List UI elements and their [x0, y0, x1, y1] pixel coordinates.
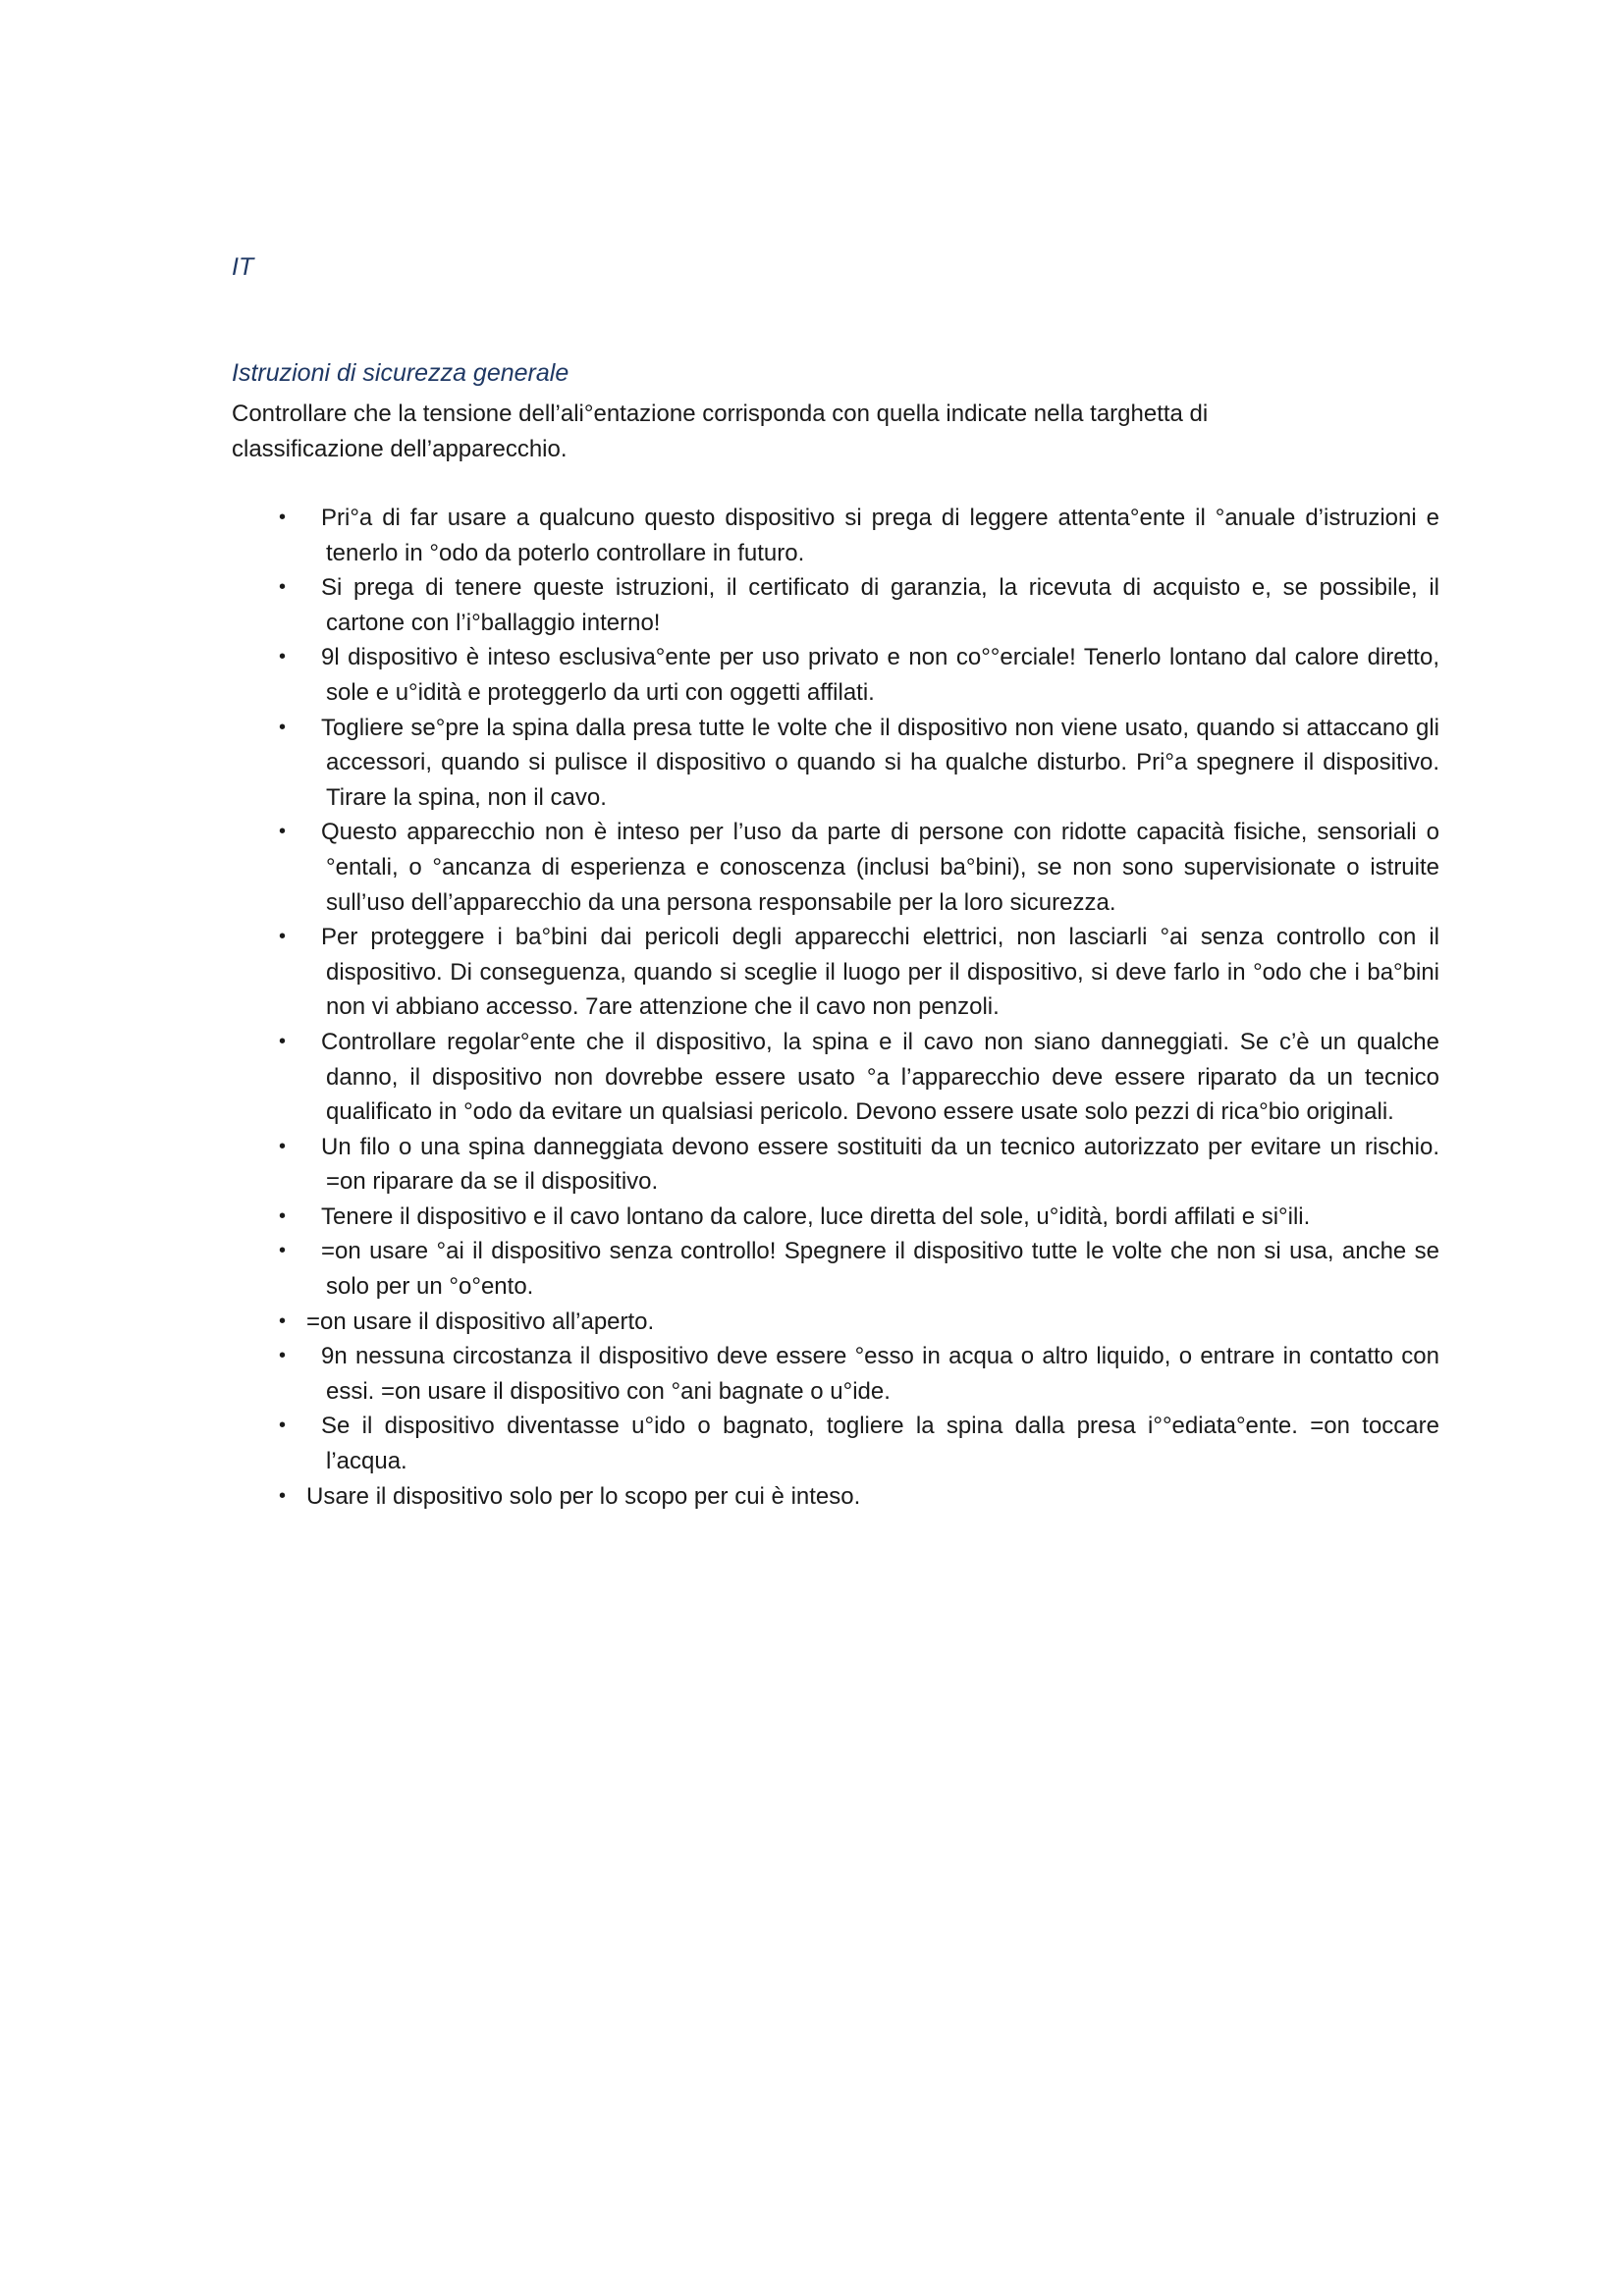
list-item	[232, 1339, 1449, 1409]
intro-paragraph: Controllare che la tensione dell’ali°entazione corrisponda con quella indicate nella targhetta di classificazione dell’apparecchio.	[232, 400, 1209, 462]
list-item-text: Se il dispositivo diventasse u°ido o bagnato, togliere la spina dalla presa i°°ediata°ente. =on toccare l’acqua.	[321, 1413, 1439, 1475]
bullet-icon: •	[279, 1030, 287, 1052]
safety-list	[232, 501, 1449, 1514]
bullet-icon: •	[279, 646, 287, 668]
list-item	[232, 1305, 1449, 1340]
bullet-icon: •	[279, 1309, 287, 1332]
bullet-icon: •	[279, 1415, 287, 1437]
list-item-text: Questo apparecchio non è inteso per l’uso da parte di persone con ridotte capacità fisiche, sensoriali o °entali, o °ancanza di esperienza e conoscenza (inclusi ba°bini), se non sono supervisionate o istruite sull’uso dell’apparecchio da una persona responsabile per la loro sicurezza.	[321, 819, 1439, 916]
list-item-text: Tenere il dispositivo e il cavo lontano da calore, luce diretta del sole, u°idità, bordi affilati e si°ili.	[321, 1202, 1311, 1230]
section-title: Istruzioni di sicurezza generale	[232, 359, 569, 387]
list-item	[232, 815, 1449, 920]
list-item-text: Controllare regolar°ente che il dispositivo, la spina e il cavo non siano danneggiati. Se c’è un qualche danno, il dispositivo non dovrebbe essere usato °a l’apparecchio deve essere riparato da un tecnico qualificato in °odo da evitare un qualsiasi pericolo. Devono essere usate solo pezzi di rica°bio originali.	[321, 1028, 1439, 1126]
bullet-icon: •	[279, 926, 287, 948]
list-item-text: Per proteggere i ba°bini dai pericoli degli apparecchi elettrici, non lasciarli °ai senza controllo con il dispositivo. Di conseguenza, quando si sceglie il luogo per il dispositivo, si deve farlo in °odo che i ba°bini non vi abbiano accesso. 7are attenzione che il cavo non penzoli.	[321, 924, 1439, 1021]
language-label: IT	[232, 253, 254, 281]
list-item	[232, 570, 1449, 640]
list-item	[232, 1479, 1449, 1515]
list-item-text: 9l dispositivo è inteso esclusiva°ente per uso privato e non co°°erciale! Tenerlo lontano dal calore diretto, sole e u°idità e proteggerlo da urti con oggetti affilati.	[321, 644, 1439, 706]
list-item	[232, 1200, 1449, 1235]
list-item-text: Togliere se°pre la spina dalla presa tutte le volte che il dispositivo non viene usato, quando si attaccano gli accessori, quando si pulisce il dispositivo o quando si ha qualche disturbo. Pri°a spegnere il dispositivo. Tirare la spina, non il cavo.	[321, 714, 1439, 811]
bullet-icon: •	[279, 576, 287, 599]
list-item-text: =on usare il dispositivo all’aperto.	[306, 1308, 655, 1335]
bullet-icon: •	[279, 1345, 287, 1367]
list-item	[232, 1409, 1449, 1478]
list-item	[232, 1130, 1449, 1200]
list-item-text: 9n nessuna circostanza il dispositivo deve essere °esso in acqua o altro liquido, o entrare in contatto con essi. =on usare il dispositivo con °ani bagnate o u°ide.	[321, 1343, 1439, 1405]
list-item-text: Pri°a di far usare a qualcuno questo dispositivo si prega di leggere attenta°ente il °anuale d’istruzioni e tenerlo in °odo da poterlo controllare in futuro.	[321, 505, 1439, 566]
list-item	[232, 501, 1449, 570]
list-item-text: =on usare °ai il dispositivo senza controllo! Spegnere il dispositivo tutte le volte che non si usa, anche se solo per un °o°ento.	[321, 1238, 1439, 1301]
list-item	[232, 1234, 1449, 1304]
list-item	[232, 711, 1449, 816]
bullet-icon: •	[279, 1240, 287, 1262]
list-item-text: Usare il dispositivo solo per lo scopo per cui è inteso.	[306, 1482, 861, 1510]
list-item-text: Un filo o una spina danneggiata devono essere sostituiti da un tecnico autorizzato per evitare un rischio. =on riparare da se il dispositivo.	[321, 1133, 1439, 1196]
list-item	[232, 1025, 1449, 1130]
bullet-icon: •	[279, 1204, 287, 1227]
list-item-text: Si prega di tenere queste istruzioni, il certificato di garanzia, la ricevuta di acquisto e, se possibile, il cartone con l’i°ballaggio interno!	[321, 574, 1439, 636]
bullet-icon: •	[279, 716, 287, 738]
bullet-icon: •	[279, 821, 287, 843]
bullet-icon: •	[279, 1484, 287, 1507]
list-item	[232, 920, 1449, 1025]
list-item	[232, 640, 1449, 710]
bullet-icon: •	[279, 507, 287, 528]
bullet-icon: •	[279, 1135, 287, 1157]
